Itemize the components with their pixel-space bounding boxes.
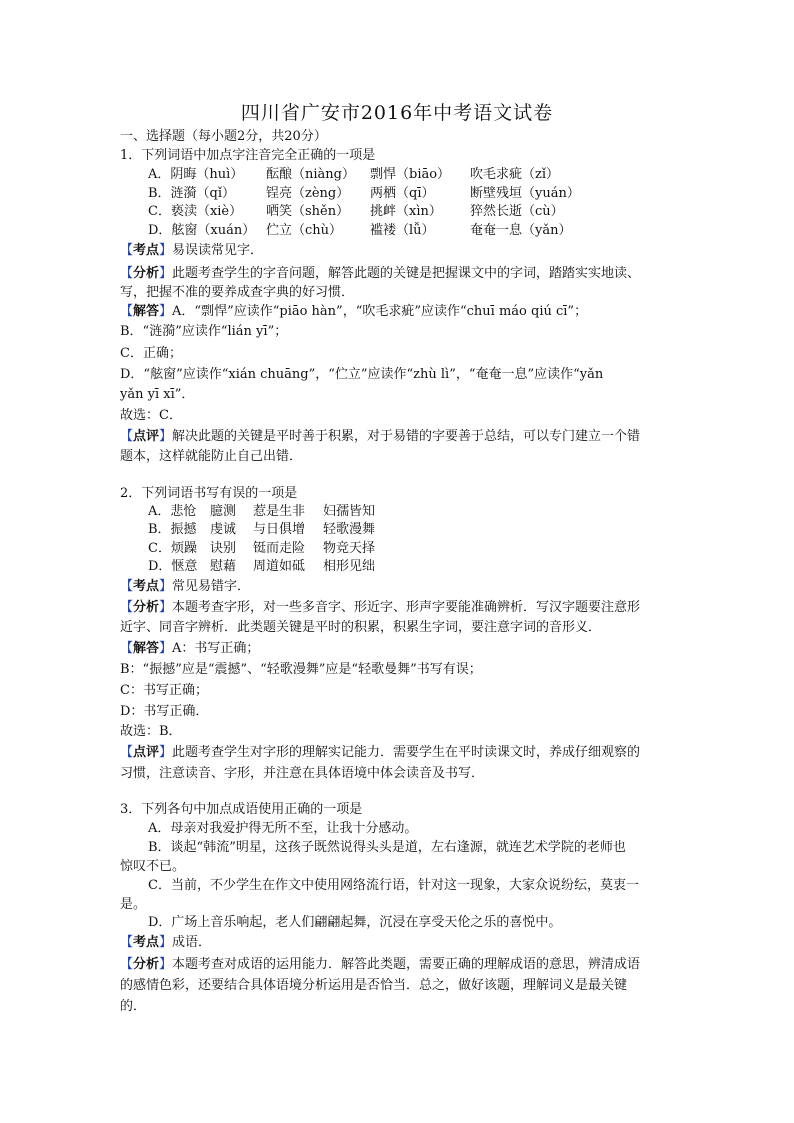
q3-option-b-cont: 惊叹不已。 [120,859,186,874]
kaodian-label: 考点 [133,243,160,258]
q1-jieda-c: C．正确； [120,346,182,361]
q1-b-word-4: 断壁残垣（yuán） [470,186,580,201]
q2-b-word-4: 轻歌漫舞 [323,522,376,537]
q2-kaodian: 【考点】常见易错字． [120,579,251,594]
fenxi-label: 分析 [133,266,160,281]
q3-option-b: B．谈起“韩流”明星，这孩子既然说得头头是道，左右逢源，就连艺术学院的老师也 [148,840,626,855]
q2-jieda-d: D：书写正确． [120,704,209,719]
q1-answer: 故选：C． [120,408,182,423]
q1-d-word-3: 褴褛（lǚ） [370,223,435,238]
fenxi-text: 本题考查字形，对一些多音字、形近字、形声字要能准确辨析．写汉字题要注意形 [172,600,641,615]
jieda-text: A．“剽悍”应读作“piāo hàn”，“吹毛求疵”应读作“chuī máo qiú cī”； [172,304,588,319]
q1-a-word-3: 剽悍（biāo） [370,167,451,182]
q2-c-word-2: 诀别 [210,541,237,556]
q2-b-word-3: 与日俱增 [253,522,306,537]
q1-d-word-1: D．舷窗（xuán） [148,223,256,238]
q2-a-word-3: 惹是生非 [253,504,306,519]
fenxi-label: 分析 [133,957,160,972]
q2-d-word-4: 相形见绌 [323,559,376,574]
dianping-text: 解决此题的关键是平时善于积累，对于易错的字要善于总结，可以专门建立一个错 [172,429,641,444]
q2-answer: 故选：B． [120,724,182,739]
fenxi-label: 分析 [133,600,160,615]
q2-dianping: 【点评】此题考查学生对字形的理解实记能力．需要学生在平时读课文时，养成仔细观察的 [120,745,641,760]
q1-jieda: 【解答】A．“剽悍”应读作“piāo hàn”，“吹毛求疵”应读作“chuī máo qiú cī”； [120,304,588,319]
q3-option-c: C．当前，不少学生在作文中使用网络流行语，针对这一现象，大家众说纷纭，莫衷一 [148,878,639,893]
q3-fenxi: 【分析】本题考查对成语的运用能力．解答此类题，需要正确的理解成语的意思，辨清成语 [120,957,641,972]
q2-dianping-cont: 习惯，注意读音、字形，并注意在具体语境中体会读音及书写． [120,766,485,781]
dianping-text: 此题考查学生对字形的理解实记能力．需要学生在平时读课文时，养成仔细观察的 [172,745,641,760]
q1-kaodian: 【考点】易误读常见字． [120,243,264,258]
fenxi-text: 此题考查学生的字音问题，解答此题的关键是把握课文中的字词，踏踏实实地读、 [172,266,641,281]
q2-a-word-4: 妇孺皆知 [323,504,376,519]
q3-option-a: A．母亲对我爱护得无所不至，让我十分感动。 [148,821,418,836]
q2-a-word-2: 臆测 [210,504,237,519]
q1-c-word-3: 挑衅（xìn） [370,204,442,219]
kaodian-text: 常见易错字． [172,579,251,594]
question-3-stem: 3．下列各句中加点成语使用正确的一项是 [120,802,363,817]
q2-c-word-4: 物竞天择 [323,541,376,556]
kaodian-label: 考点 [133,935,160,950]
q1-fenxi: 【分析】此题考查学生的字音问题，解答此题的关键是把握课文中的字词，踏踏实实地读、 [120,266,641,281]
q2-c-word-3: 铤而走险 [253,541,306,556]
q1-b-word-3: 两栖（qī） [370,186,435,201]
q1-a-word-2: 酝酿（niàng） [266,167,355,182]
q2-b-word-2: 虔诚 [210,522,237,537]
q2-jieda: 【解答】A：书写正确； [120,641,260,656]
q2-d-word-3: 周道如砥 [253,559,306,574]
q1-b-word-2: 锃亮（zèng） [266,186,350,201]
q2-fenxi-cont: 近字、同音字辨析．此类题关键是平时的积累，积累生字词，要注意字词的音形义． [120,620,602,635]
dianping-label: 点评 [133,429,160,444]
q1-a-word-1: A．阴晦（huì） [148,167,244,182]
q1-jieda-d: D．“舷窗”应读作“xián chuāng”，“伫立”应读作“zhù lì”，“奄奄一息”应读作“yǎn [120,367,604,382]
question-1-stem: 1．下列词语中加点字注音完全正确的一项是 [120,148,376,163]
q3-fenxi-cont: 的感情色彩，还要结合具体语境分析运用是否恰当．总之，做好该题，理解词义是最关键 [120,978,628,993]
page-title: 四川省广安市2016年中考语文试卷 [240,102,554,124]
question-2-stem: 2．下列词语书写有误的一项是 [120,486,298,501]
q1-jieda-b: B．“涟漪”应读作“lián yī”； [120,324,288,339]
q1-dianping-cont: 题本，这样就能防止自己出错． [120,449,303,464]
q2-d-word-1: D．惬意 [148,559,198,574]
q1-c-word-2: 哂笑（shěn） [266,204,350,219]
q3-kaodian: 【考点】成语． [120,935,212,950]
dianping-label: 点评 [133,745,160,760]
kaodian-text: 成语． [172,935,212,950]
q1-c-word-1: C．亵渎（xiè） [148,204,243,219]
q1-d-word-4: 奄奄一息（yǎn） [470,223,572,238]
q1-d-word-2: 伫立（chù） [266,223,343,238]
fenxi-text: 本题考查对成语的运用能力．解答此类题，需要正确的理解成语的意思，辨清成语 [172,957,641,972]
q2-c-word-1: C．烦躁 [148,541,197,556]
q1-fenxi-cont: 写，把握不准的要养成查字典的好习惯． [120,285,355,300]
q1-a-word-4: 吹毛求疵（zǐ） [470,167,560,182]
q1-jieda-d-cont: yǎn yī xī”． [120,387,195,402]
q3-fenxi-cont-2: 的． [120,999,147,1014]
kaodian-label: 考点 [133,579,160,594]
kaodian-text: 易误读常见字． [172,243,264,258]
q2-jieda-c: C：书写正确； [120,683,208,698]
q3-option-c-cont: 是。 [120,897,147,912]
q2-fenxi: 【分析】本题考查字形，对一些多音字、形近字、形声字要能准确辨析．写汉字题要注意形 [120,600,641,615]
q1-dianping: 【点评】解决此题的关键是平时善于积累，对于易错的字要善于总结，可以专门建立一个错 [120,429,641,444]
jieda-label: 解答 [133,304,160,319]
q2-jieda-b: B：“振撼”应是“震撼”、“轻歌漫舞”应是“轻歌曼舞”书写有误； [120,662,482,677]
q2-b-word-1: B．振撼 [148,522,197,537]
q1-c-word-4: 猝然长逝（cù） [470,204,564,219]
section-heading: 一、选择题（每小题2分，共20分） [120,129,327,144]
q3-option-d: D．广场上音乐响起，老人们翩翩起舞，沉浸在享受天伦之乐的喜悦中。 [148,915,562,930]
jieda-text: A：书写正确； [172,641,260,656]
q2-d-word-2: 慰藉 [210,559,237,574]
jieda-label: 解答 [133,641,160,656]
q2-a-word-1: A．悲怆 [148,504,197,519]
q1-b-word-1: B．涟漪（qǐ） [148,186,236,201]
